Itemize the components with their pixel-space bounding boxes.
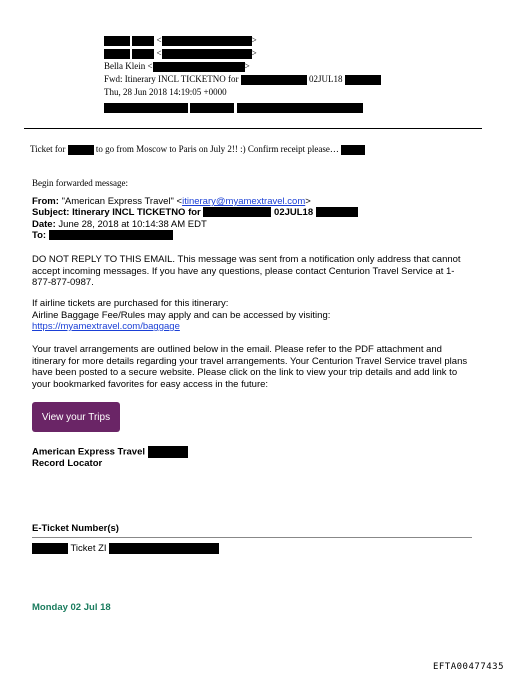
- redaction-block: [132, 49, 154, 59]
- redaction-block: [104, 36, 130, 46]
- intro-ticket-for: Ticket for: [30, 144, 66, 154]
- day-heading: Monday 02 Jul 18: [32, 602, 111, 613]
- forwarded-subject-date: 02JUL18: [274, 207, 314, 218]
- forwarded-from-name: "American Express Travel" <: [61, 196, 183, 207]
- redaction-block: [104, 103, 188, 113]
- intro-message: [30, 143, 365, 155]
- ticket-zi-label: Ticket ZI: [70, 543, 107, 555]
- redaction-block: [109, 543, 219, 554]
- amex-travel-label: American Express Travel: [32, 446, 146, 458]
- redaction-block: [148, 446, 188, 458]
- forwarded-date-row: [32, 219, 472, 231]
- baggage-link[interactable]: https://myamextravel.com/baggage: [32, 321, 180, 332]
- eticket-divider: [32, 537, 472, 538]
- redaction-block: [316, 207, 358, 217]
- header-cc-name: Bella Klein <: [104, 61, 153, 71]
- redaction-block: [162, 36, 252, 46]
- forwarded-date-value: June 28, 2018 at 10:14:38 AM EDT: [58, 219, 207, 230]
- redaction-block: [153, 62, 245, 72]
- record-locator-label: Record Locator: [32, 458, 103, 469]
- airline-baggage-note: [32, 298, 472, 333]
- intro-message-text: to go from Moscow to Paris on July 2!! :) Confirm receipt please…: [95, 144, 339, 154]
- redaction-block: [49, 230, 173, 240]
- forwarded-subject-text: Itinerary INCL TICKETNO for: [72, 207, 201, 218]
- header-date-value: Thu, 28 Jun 2018 14:19:05 +0000: [104, 87, 227, 97]
- forwarded-subject-row: [32, 207, 472, 219]
- begin-forwarded: Begin forwarded message:: [32, 178, 128, 188]
- attachments-list[interactable]: [104, 101, 363, 113]
- airline-line-2: Airline Baggage Fee/Rules may apply and can be accessed by visiting:: [32, 309, 331, 321]
- amex-travel-line: [32, 446, 188, 458]
- header-subject-text: Fwd: Itinerary INCL TICKETNO for: [104, 74, 239, 84]
- redaction-block: [162, 49, 252, 59]
- forwarded-date-label: Date:: [32, 219, 56, 230]
- redaction-block: [345, 75, 381, 85]
- redaction-block: [104, 49, 130, 59]
- eticket-heading: E-Ticket Number(s): [32, 523, 119, 534]
- forwarded-from-email-link[interactable]: itinerary@myamextravel.com: [182, 196, 306, 207]
- redaction-block: [132, 36, 154, 46]
- arrangements-paragraph: Your travel arrangements are outlined below in the email. Please refer to the PDF attachment and itinerary for more details regarding your travel arrangements. Your Centurion Travel Service travel plans have been posted to a secure website. Please click on the link to view your trip details and add link to your bookmarked favorites for easy access in the future:: [32, 344, 468, 390]
- view-trips-button[interactable]: View your Trips: [32, 402, 120, 432]
- redaction-block: [341, 145, 365, 155]
- forwarded-from-row: From: "American Express Travel" <itinerary@myamextravel.com>: [32, 196, 311, 207]
- redaction-block: [237, 103, 363, 113]
- redaction-block: [32, 543, 68, 554]
- eticket-row: [32, 543, 219, 555]
- redaction-block: [241, 75, 307, 85]
- forwarded-from-label: From:: [32, 196, 59, 207]
- forwarded-subject-label: Subject:: [32, 207, 70, 218]
- airline-line-1: If airline tickets are purchased for this itinerary:: [32, 298, 229, 309]
- redaction-block: [190, 103, 234, 113]
- header-subject-date: 02JUL18: [308, 74, 343, 84]
- document-id: EFTA00477435: [432, 662, 504, 672]
- redaction-block: [68, 145, 94, 155]
- redaction-block: [203, 207, 271, 217]
- forwarded-to-row: [32, 230, 472, 242]
- do-not-reply-notice: DO NOT REPLY TO THIS EMAIL. This message was sent from a notification only address that cannot accept incoming messages. If you have any questions, please contact Centurion Travel Service at 1-877-877-0987.: [32, 254, 461, 288]
- forwarded-to-label: To:: [32, 230, 47, 241]
- header-divider: [24, 128, 482, 129]
